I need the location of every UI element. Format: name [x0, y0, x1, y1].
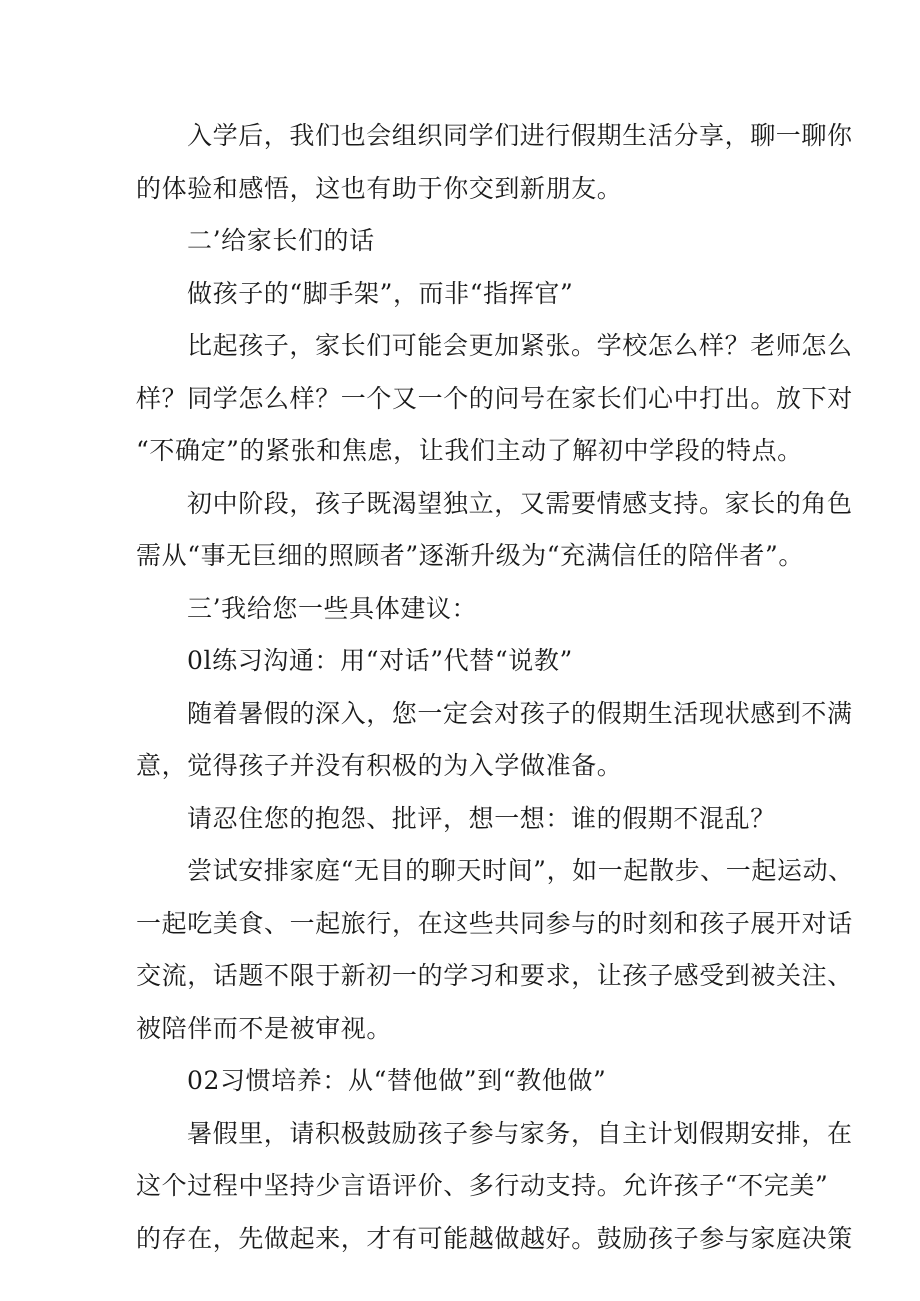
text-line: 需从“事无巨细的照顾者”逐渐升级为“充满信任的陪伴者”。	[136, 541, 804, 570]
text-line: 比起孩子，家长们可能会更加紧张。学校怎么样？老师怎么	[187, 331, 853, 360]
subheading-text: 02习惯培养：从“替他做”到“教他做”	[187, 1066, 607, 1095]
subheading-scaffold	[136, 268, 796, 321]
text-line: 的存在，先做起来，才有可能越做越好。鼓励孩子参与家庭决策	[136, 1223, 853, 1253]
text-line: 的体验和感悟，这也有助于你交到新朋友。	[136, 173, 623, 203]
paragraph-intro-sharing	[136, 110, 853, 215]
document-body	[136, 110, 854, 1265]
text-line: “不确定”的紧张和焦虑，让我们主动了解初中学段的特点。	[136, 436, 803, 465]
section-heading-parents	[136, 215, 796, 268]
subheading-habits	[136, 1055, 796, 1108]
section-heading-suggestions	[136, 583, 796, 636]
subheading-text: 0l练习沟通：用“对话”代替“说教”	[187, 646, 573, 675]
text-line: 尝试安排家庭“无目的聊天时间”，如一起散步、一起运动、	[187, 856, 854, 885]
paragraph-chat-time	[136, 845, 854, 1055]
subheading-text: 做孩子的“脚手架”，而非“指挥官”	[187, 278, 574, 308]
paragraph-parents-nervous	[136, 320, 853, 478]
text-line: 这个过程中坚持少言语评价、多行动支持。允许孩子“不完美”	[136, 1171, 829, 1200]
text-line: 意，觉得孩子并没有积极的为入学做准备。	[136, 751, 623, 780]
paragraph-housework	[136, 1108, 853, 1266]
text-line: 入学后，我们也会组织同学们进行假期生活分享，聊一聊你	[187, 121, 853, 150]
heading-text: 三’我给您一些具体建议：	[187, 593, 478, 623]
heading-text: 二’给家长们的话	[187, 226, 375, 255]
paragraph-summer-dissatisfaction	[136, 688, 853, 793]
text-line: 样？同学怎么样？一个又一个的问号在家长们心中打出。放下对	[136, 383, 853, 413]
text-line: 初中阶段，孩子既渴望独立，又需要情感支持。家长的角色	[187, 488, 853, 518]
text-line: 请忍住您的抱怨、批评，想一想：谁的假期不混乱？	[187, 803, 776, 833]
text-line: 一起吃美食、一起旅行，在这些共同参与的时刻和孩子展开对话	[136, 908, 853, 938]
paragraph-parent-role	[136, 478, 853, 583]
text-line: 交流，话题不限于新初一的学习和要求，让孩子感受到被关注、	[136, 961, 853, 990]
text-line: 被陪伴而不是被审视。	[136, 1013, 393, 1043]
subheading-communication	[136, 635, 796, 688]
text-line: 随着暑假的深入，您一定会对孩子的假期生活现状感到不满	[187, 698, 853, 728]
text-line: 暑假里，请积极鼓励孩子参与家务，自主计划假期安排，在	[187, 1118, 853, 1148]
paragraph-hold-complaints	[136, 793, 796, 846]
